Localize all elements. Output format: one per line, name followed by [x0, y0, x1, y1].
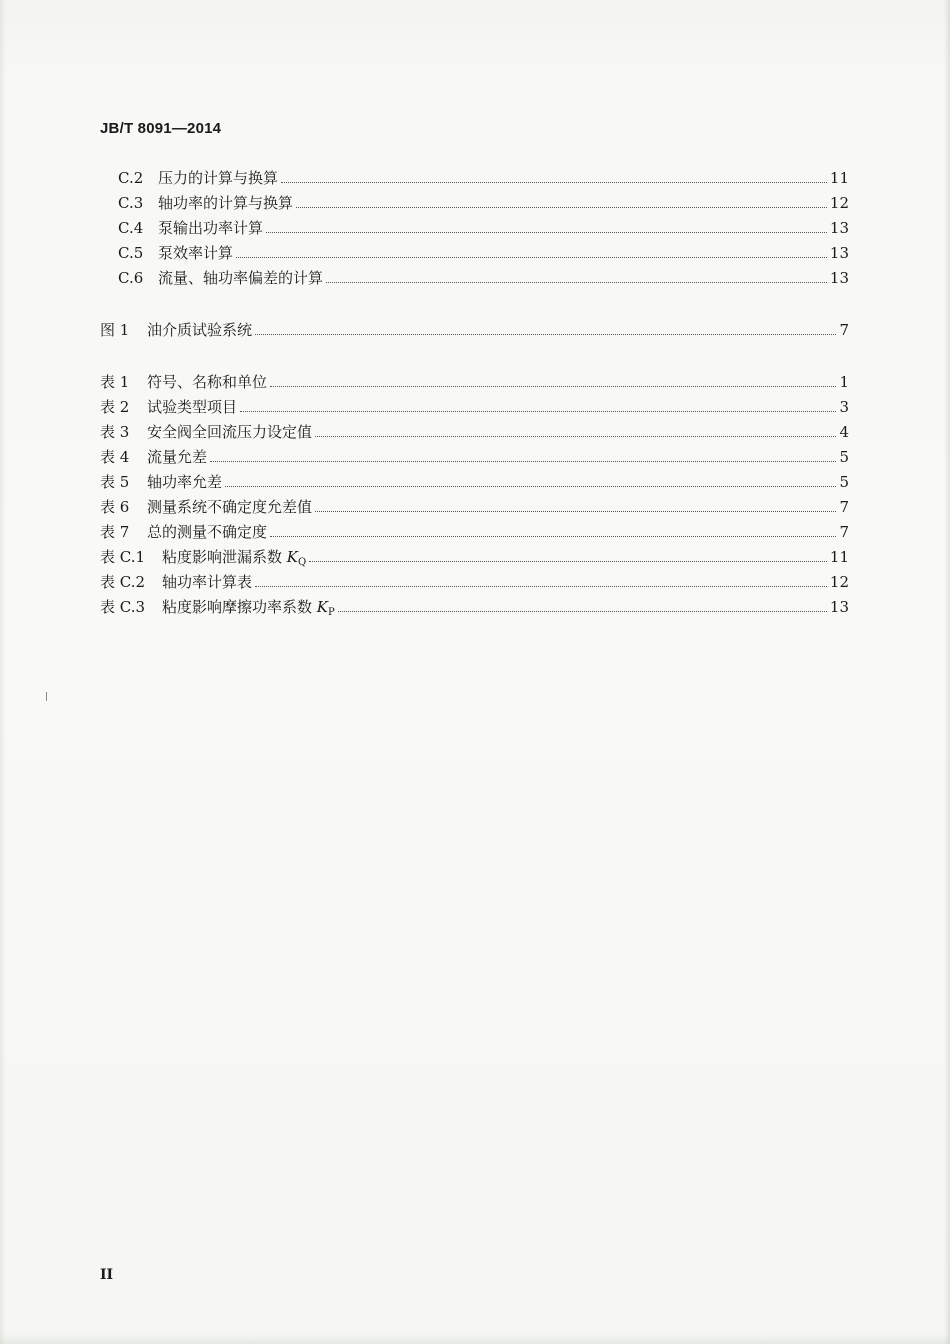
toc-entry-number: 表 C.2	[100, 573, 146, 591]
toc-entry-number: C.4	[118, 219, 144, 237]
toc-entry-number: 表 5	[100, 473, 130, 491]
toc-entry-title: 压力的计算与换算	[158, 169, 279, 187]
toc-leader-dots	[315, 510, 836, 512]
toc-table-entry[interactable]	[100, 397, 849, 417]
toc-entry-page: 13	[829, 244, 849, 262]
variable-subscript: Q	[298, 557, 307, 568]
toc-entry-title: 流量、轴功率偏差的计算	[158, 269, 324, 287]
toc-leader-dots	[210, 460, 836, 462]
toc-table-entry[interactable]	[100, 572, 849, 592]
toc-entry-page: 11	[829, 548, 849, 566]
toc-leader-dots	[240, 410, 836, 412]
toc-entry-number: 表 1	[100, 373, 130, 391]
variable-symbol: K	[316, 598, 328, 616]
toc-entry-title: 符号、名称和单位	[147, 373, 268, 391]
toc-entry-title: 总的测量不确定度	[147, 523, 268, 541]
toc-entry-title: 油介质试验系统	[147, 321, 253, 339]
toc-figure-entry[interactable]	[100, 320, 849, 340]
toc-entry-number: 表 C.1	[100, 548, 146, 566]
page-edge-shadow	[0, 0, 6, 1344]
toc-entry-number: 表 4	[100, 448, 130, 466]
page-number-footer: II	[100, 1267, 114, 1283]
toc-leader-dots	[270, 385, 836, 387]
toc-leader-dots	[225, 485, 836, 487]
toc-leader-dots	[338, 610, 827, 612]
toc-entry[interactable]	[118, 243, 849, 263]
toc-entry-title: 安全阀全回流压力设定值	[147, 423, 313, 441]
toc-entry-number: C.5	[118, 244, 144, 262]
toc-entry-title-text: 粘度影响泄漏系数	[162, 548, 287, 566]
toc-table-entry[interactable]	[100, 597, 849, 623]
toc-entry-number: C.2	[118, 169, 144, 187]
toc-entry-title: 泵输出功率计算	[158, 219, 264, 237]
toc-entry-page: 13	[829, 219, 849, 237]
toc-table-entry[interactable]	[100, 447, 849, 467]
toc-entry-page: 1	[839, 373, 849, 391]
toc-entry[interactable]	[118, 268, 849, 288]
toc-entry-number: C.3	[118, 194, 144, 212]
toc-table-entry[interactable]	[100, 547, 849, 573]
toc-leader-dots	[236, 256, 827, 258]
toc-entry-page: 13	[829, 269, 849, 287]
toc-entry-number: 图 1	[100, 321, 130, 339]
toc-entry-page: 5	[839, 448, 849, 466]
toc-table-entry[interactable]	[100, 472, 849, 492]
toc-leader-dots	[309, 560, 827, 562]
toc-entry-title	[162, 547, 306, 573]
toc-entry-title: 试验类型项目	[147, 398, 238, 416]
toc-entry-number: 表 6	[100, 498, 130, 516]
page-edge-shadow	[944, 0, 950, 1344]
variable-subscript: P	[328, 607, 335, 618]
toc-entry[interactable]	[118, 168, 849, 188]
toc-entry-page: 7	[839, 523, 849, 541]
scan-artifact	[46, 692, 47, 701]
page-edge-shadow	[0, 1334, 950, 1344]
toc-entry[interactable]	[118, 218, 849, 238]
toc-entry-number: 表 2	[100, 398, 130, 416]
toc-table-entry[interactable]	[100, 372, 849, 392]
toc-entry-page: 12	[829, 194, 849, 212]
standard-number-header: JB/T 8091—2014	[100, 120, 222, 137]
toc-table-entry[interactable]	[100, 422, 849, 442]
toc-entry-title: 轴功率允差	[147, 473, 223, 491]
toc-leader-dots	[266, 231, 827, 233]
toc-entry-page: 12	[829, 573, 849, 591]
toc-entry-title: 轴功率计算表	[162, 573, 253, 591]
toc-entry-title: 泵效率计算	[158, 244, 234, 262]
toc-entry-page: 7	[839, 498, 849, 516]
toc-entry-number: C.6	[118, 269, 144, 287]
toc-table-entry[interactable]	[100, 497, 849, 517]
toc-entry-title: 流量允差	[147, 448, 208, 466]
toc-entry-title-text: 粘度影响摩擦功率系数	[162, 598, 317, 616]
toc-entry-page: 4	[839, 423, 849, 441]
toc-leader-dots	[255, 333, 836, 335]
toc-entry-number: 表 3	[100, 423, 130, 441]
toc-entry-page: 13	[829, 598, 849, 616]
toc-leader-dots	[281, 181, 827, 183]
toc-entry-number: 表 C.3	[100, 598, 146, 616]
toc-table-entry[interactable]	[100, 522, 849, 542]
toc-leader-dots	[296, 206, 827, 208]
toc-entry-number: 表 7	[100, 523, 130, 541]
toc-entry-page: 5	[839, 473, 849, 491]
toc-entry-page: 3	[839, 398, 849, 416]
toc-leader-dots	[255, 585, 827, 587]
toc-entry-page: 7	[839, 321, 849, 339]
toc-entry-title: 测量系统不确定度允差值	[147, 498, 313, 516]
toc-entry-title: 轴功率的计算与换算	[158, 194, 294, 212]
toc-entry[interactable]	[118, 193, 849, 213]
variable-symbol: K	[286, 548, 298, 566]
toc-leader-dots	[315, 435, 836, 437]
toc-entry-title	[162, 597, 335, 623]
toc-leader-dots	[326, 281, 827, 283]
toc-entry-page: 11	[829, 169, 849, 187]
toc-leader-dots	[270, 535, 836, 537]
